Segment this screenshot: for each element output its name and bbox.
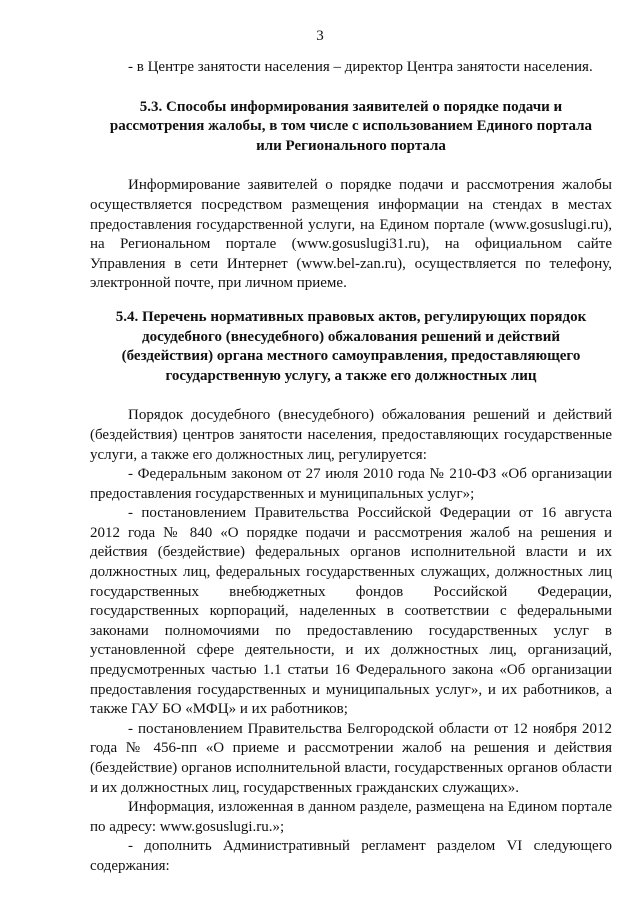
paragraph-5-4-intro: Порядок досудебного (внесудебного) обжалования решений и действий (бездействия) центров занятости населения, предоставляющих государственные услуги, а также его должностных лиц, регулируется: bbox=[90, 407, 612, 463]
paragraph-5-3: Информирование заявителей о порядке подачи и рассмотрения жалобы осуществляется посредством размещения информации на стендах в местах предоставления государственной услуги, на Едином портале (www.gosuslugi.ru), на Региональном портале (www.gosuslugi31.ru), на официальном сайте Управления в сети Интернет (www.bel-zan.ru), осуществляется по телефону, электронной почте, при личном приеме. bbox=[90, 177, 612, 292]
section-heading-5-3: 5.3. Способы информирования заявителей о порядке подачи и рассмотрения жалобы, в том числе с использованием Единого портала или Регионального портала bbox=[109, 98, 593, 154]
paragraph-5-4-federal-law: - Федеральным законом от 27 июля 2010 года № 210-ФЗ «Об организации предоставления государственных и муниципальных услуг»; bbox=[90, 466, 612, 502]
page-number: 3 bbox=[316, 28, 324, 44]
paragraph-5-4-decree-456: - постановлением Правительства Белгородской области от 12 ноября 2012 года № 456-пп «О приеме и рассмотрении жалоб на решения и действия (бездействие) органов исполнительной власти, государственных органов области и их должностных лиц, государственных гражданских служащих». bbox=[90, 720, 612, 796]
section-heading-5-4: 5.4. Перечень нормативных правовых актов, регулирующих порядок досудебного (внесудебного) обжалования решений и действий (бездействия) органа местного самоуправления, предоставляющего государственную услугу, а также его должностных лиц bbox=[115, 308, 587, 384]
paragraph-5-4-decree-840: - постановлением Правительства Российской Федерации от 16 августа 2012 года № 840 «О порядке подачи и рассмотрения жалоб на решения и действия (бездействие) федеральных органов исполнительной власти и их должностных лиц, федеральных государственных служащих, должностных лиц государственных внебюджетных фондов Российской Федерации, государственных корпораций, наделенных в соответствии с федеральными законами полномочиями по предоставлению государственных услуг в установленной сфере деятельности, и их должностных лиц, организаций, предусмотренных частью 1.1 статьи 16 Федерального закона «Об организации предоставления государственных и муниципальных услуг», и их работников, а также ГАУ БО «МФЦ» и их работников; bbox=[90, 505, 612, 718]
paragraph-top-item: - в Центре занятости населения – директор Центра занятости населения. bbox=[128, 59, 593, 75]
document-body bbox=[90, 58, 612, 877]
paragraph-5-4-info: Информация, изложенная в данном разделе, размещена на Едином портале по адресу: www.gosuslugi.ru.»; bbox=[90, 799, 612, 835]
paragraph-5-4-add-section: - дополнить Административный регламент разделом VI следующего содержания: bbox=[90, 838, 612, 874]
